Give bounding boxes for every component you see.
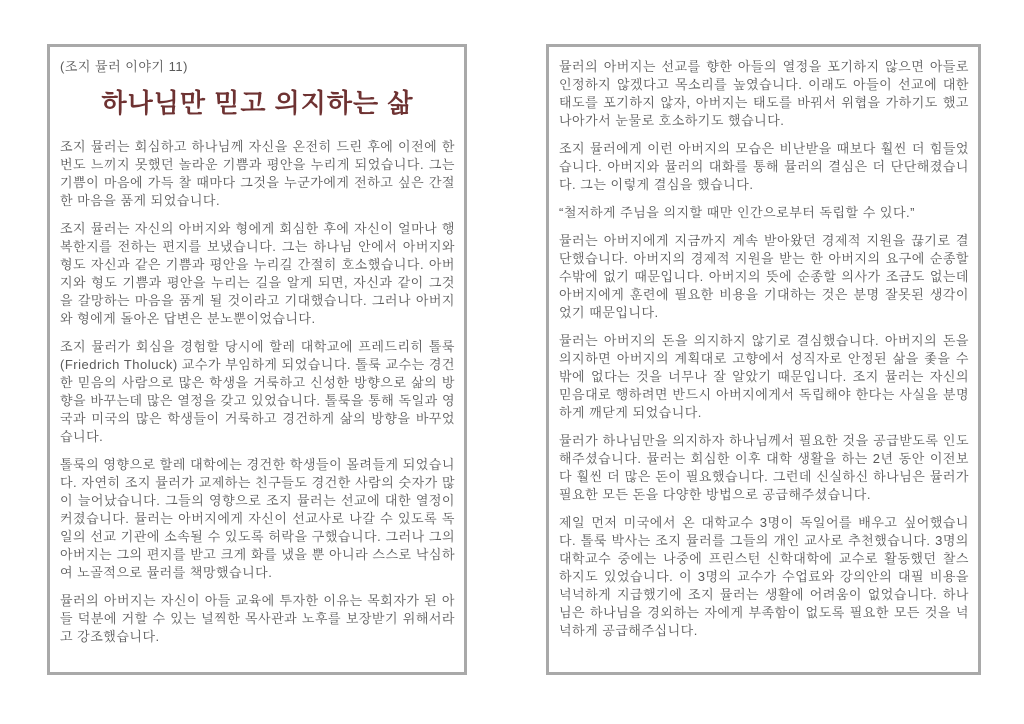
paragraph: 뮬러가 하나님만을 의지하자 하나님께서 필요한 것을 공급받도록 인도해주셨습니다. 뮬러는 회심한 이후 대학 생활을 하는 2년 동안 이전보다 훨씬 더 많은 돈이 필요했습니다. 그런데 신실하신 하나님은 뮬러가 필요한 모든 돈을 다양한 방법으로 공급해주셨습니다. [559, 433, 969, 502]
paragraph: 조지 뮬러가 회심을 경험할 당시에 할레 대학교에 프레드리히 톨룩(Friedrich Tholuck) 교수가 부임하게 되었습니다. 톨룩 교수는 경건한 믿음의 사람으로 많은 학생을 거룩하고 신성한 방향으로 삶의 방향을 바꾸는데 많은 열정을 갖고 있었습니다. 톨룩을 통해 독일과 영국과 미국의 많은 학생들이 거룩하고 경건하게 삶의 방향을 바꾸었습니다. [60, 339, 455, 444]
right-page-body [559, 58, 969, 640]
document-title: 하나님만 믿고 의지하는 삶 [101, 88, 414, 118]
paragraph: “철저하게 주님을 의지할 때만 인간으로부터 독립할 수 있다.” [559, 205, 915, 220]
paragraph: 뮬러는 아버지의 돈을 의지하지 않기로 결심했습니다. 아버지의 돈을 의지하면 아버지의 계획대로 고향에서 성직자로 안정된 삶을 좇을 수밖에 없다는 것을 너무나 잘 알았기 때문입니다. 조지 뮬러는 자신의 믿음대로 행하려면 반드시 아버지에게서 독립해야 한다는 사실을 분명하게 깨닫게 되었습니다. [559, 333, 969, 420]
paragraph: 뮬러는 아버지에게 지금까지 계속 받아왔던 경제적 지원을 끊기로 결단했습니다. 아버지의 경제적 지원을 받는 한 아버지의 요구에 순종할 수밖에 없기 때문입니다. 아버지의 뜻에 순종할 의사가 조금도 없는데 아버지에게 훈련에 필요한 비용을 기대하는 것은 분명 잘못된 생각이었기 때문입니다. [559, 233, 969, 320]
paragraph: 톨룩의 영향으로 할레 대학에는 경건한 학생들이 몰려들게 되었습니다. 자연히 조지 뮬러가 교제하는 친구들도 경건한 사람의 숫자가 많이 늘어났습니다. 그들의 영향으로 조지 뮬러는 선교에 대한 열정이 커졌습니다. 뮬러는 아버지에게 자신이 선교사로 나갈 수 있도록 독일의 선교 기관에 소속될 수 있도록 허락을 구했습니다. 그러나 그의 아버지는 그의 편지를 받고 크게 화를 냈을 뿐 아니라 스스로 낙심하여 노골적으로 뮬러를 책망했습니다. [60, 457, 455, 580]
document-page-left [47, 44, 467, 675]
series-label: (조지 뮬러 이야기 11) [60, 59, 188, 74]
paragraph: 제일 먼저 미국에서 온 대학교수 3명이 독일어를 배우고 싶어했습니다. 톨룩 박사는 조지 뮬러를 그들의 개인 교사로 추천했습니다. 3명의 대학교수 중에는 나중에 프린스턴 신학대학에 교수로 활동했던 찰스 하지도 있었습니다. 이 3명의 교수가 수업료와 강의안의 대필 비용을 넉넉하게 지급했기에 조지 뮬러는 생활에 어려움이 없었습니다. 하나님은 하나님을 경외하는 자에게 부족함이 없도록 필요한 모든 것을 넉넉하게 공급해주십니다. [559, 515, 969, 638]
paragraph: 조지 뮬러는 회심하고 하나님께 자신을 온전히 드린 후에 이전에 한 번도 느끼지 못했던 놀라운 기쁨과 평안을 누리게 되었습니다. 그는 기쁨이 마음에 가득 찰 때마다 그것을 누군가에게 전하고 싶은 간절한 마음을 품게 되었습니다. [60, 139, 455, 208]
paragraph: 조지 뮬러에게 이런 아버지의 모습은 비난받을 때보다 훨씬 더 힘들었습니다. 아버지와 뮬러의 대화를 통해 뮬러의 결심은 더 단단해졌습니다. 그는 이렇게 결심을 했습니다. [559, 141, 969, 192]
left-page-body [60, 138, 455, 646]
paragraph: 조지 뮬러는 자신의 아버지와 형에게 회심한 후에 자신이 얼마나 행복한지를 전하는 편지를 보냈습니다. 그는 하나님 안에서 아버지와 형도 자신과 같은 기쁨과 평안을 누리길 간절히 호소했습니다. 아버지와 형도 기쁨과 평안을 누리는 길을 알게 되면, 자신과 같이 그것을 갈망하는 마음을 품게 될 것이라고 기대했습니다. 그러나 아버지와 형에게 돌아온 답변은 분노뿐이었습니다. [60, 221, 455, 326]
paragraph: 뮬러의 아버지는 선교를 향한 아들의 열정을 포기하지 않으면 아들로 인정하지 않겠다고 목소리를 높였습니다. 이래도 아들이 선교에 대한 태도를 포기하지 않자, 아버지는 태도를 바꿔서 위협을 가하기도 했고 나아가서 눈물로 호소하기도 했습니다. [559, 59, 969, 128]
paragraph: 뮬러의 아버지는 자신이 아들 교육에 투자한 이유는 목회자가 된 아들 덕분에 거할 수 있는 널찍한 목사관과 노후를 보장받기 위해서라고 강조했습니다. [60, 593, 455, 644]
document-page-right [546, 44, 981, 675]
